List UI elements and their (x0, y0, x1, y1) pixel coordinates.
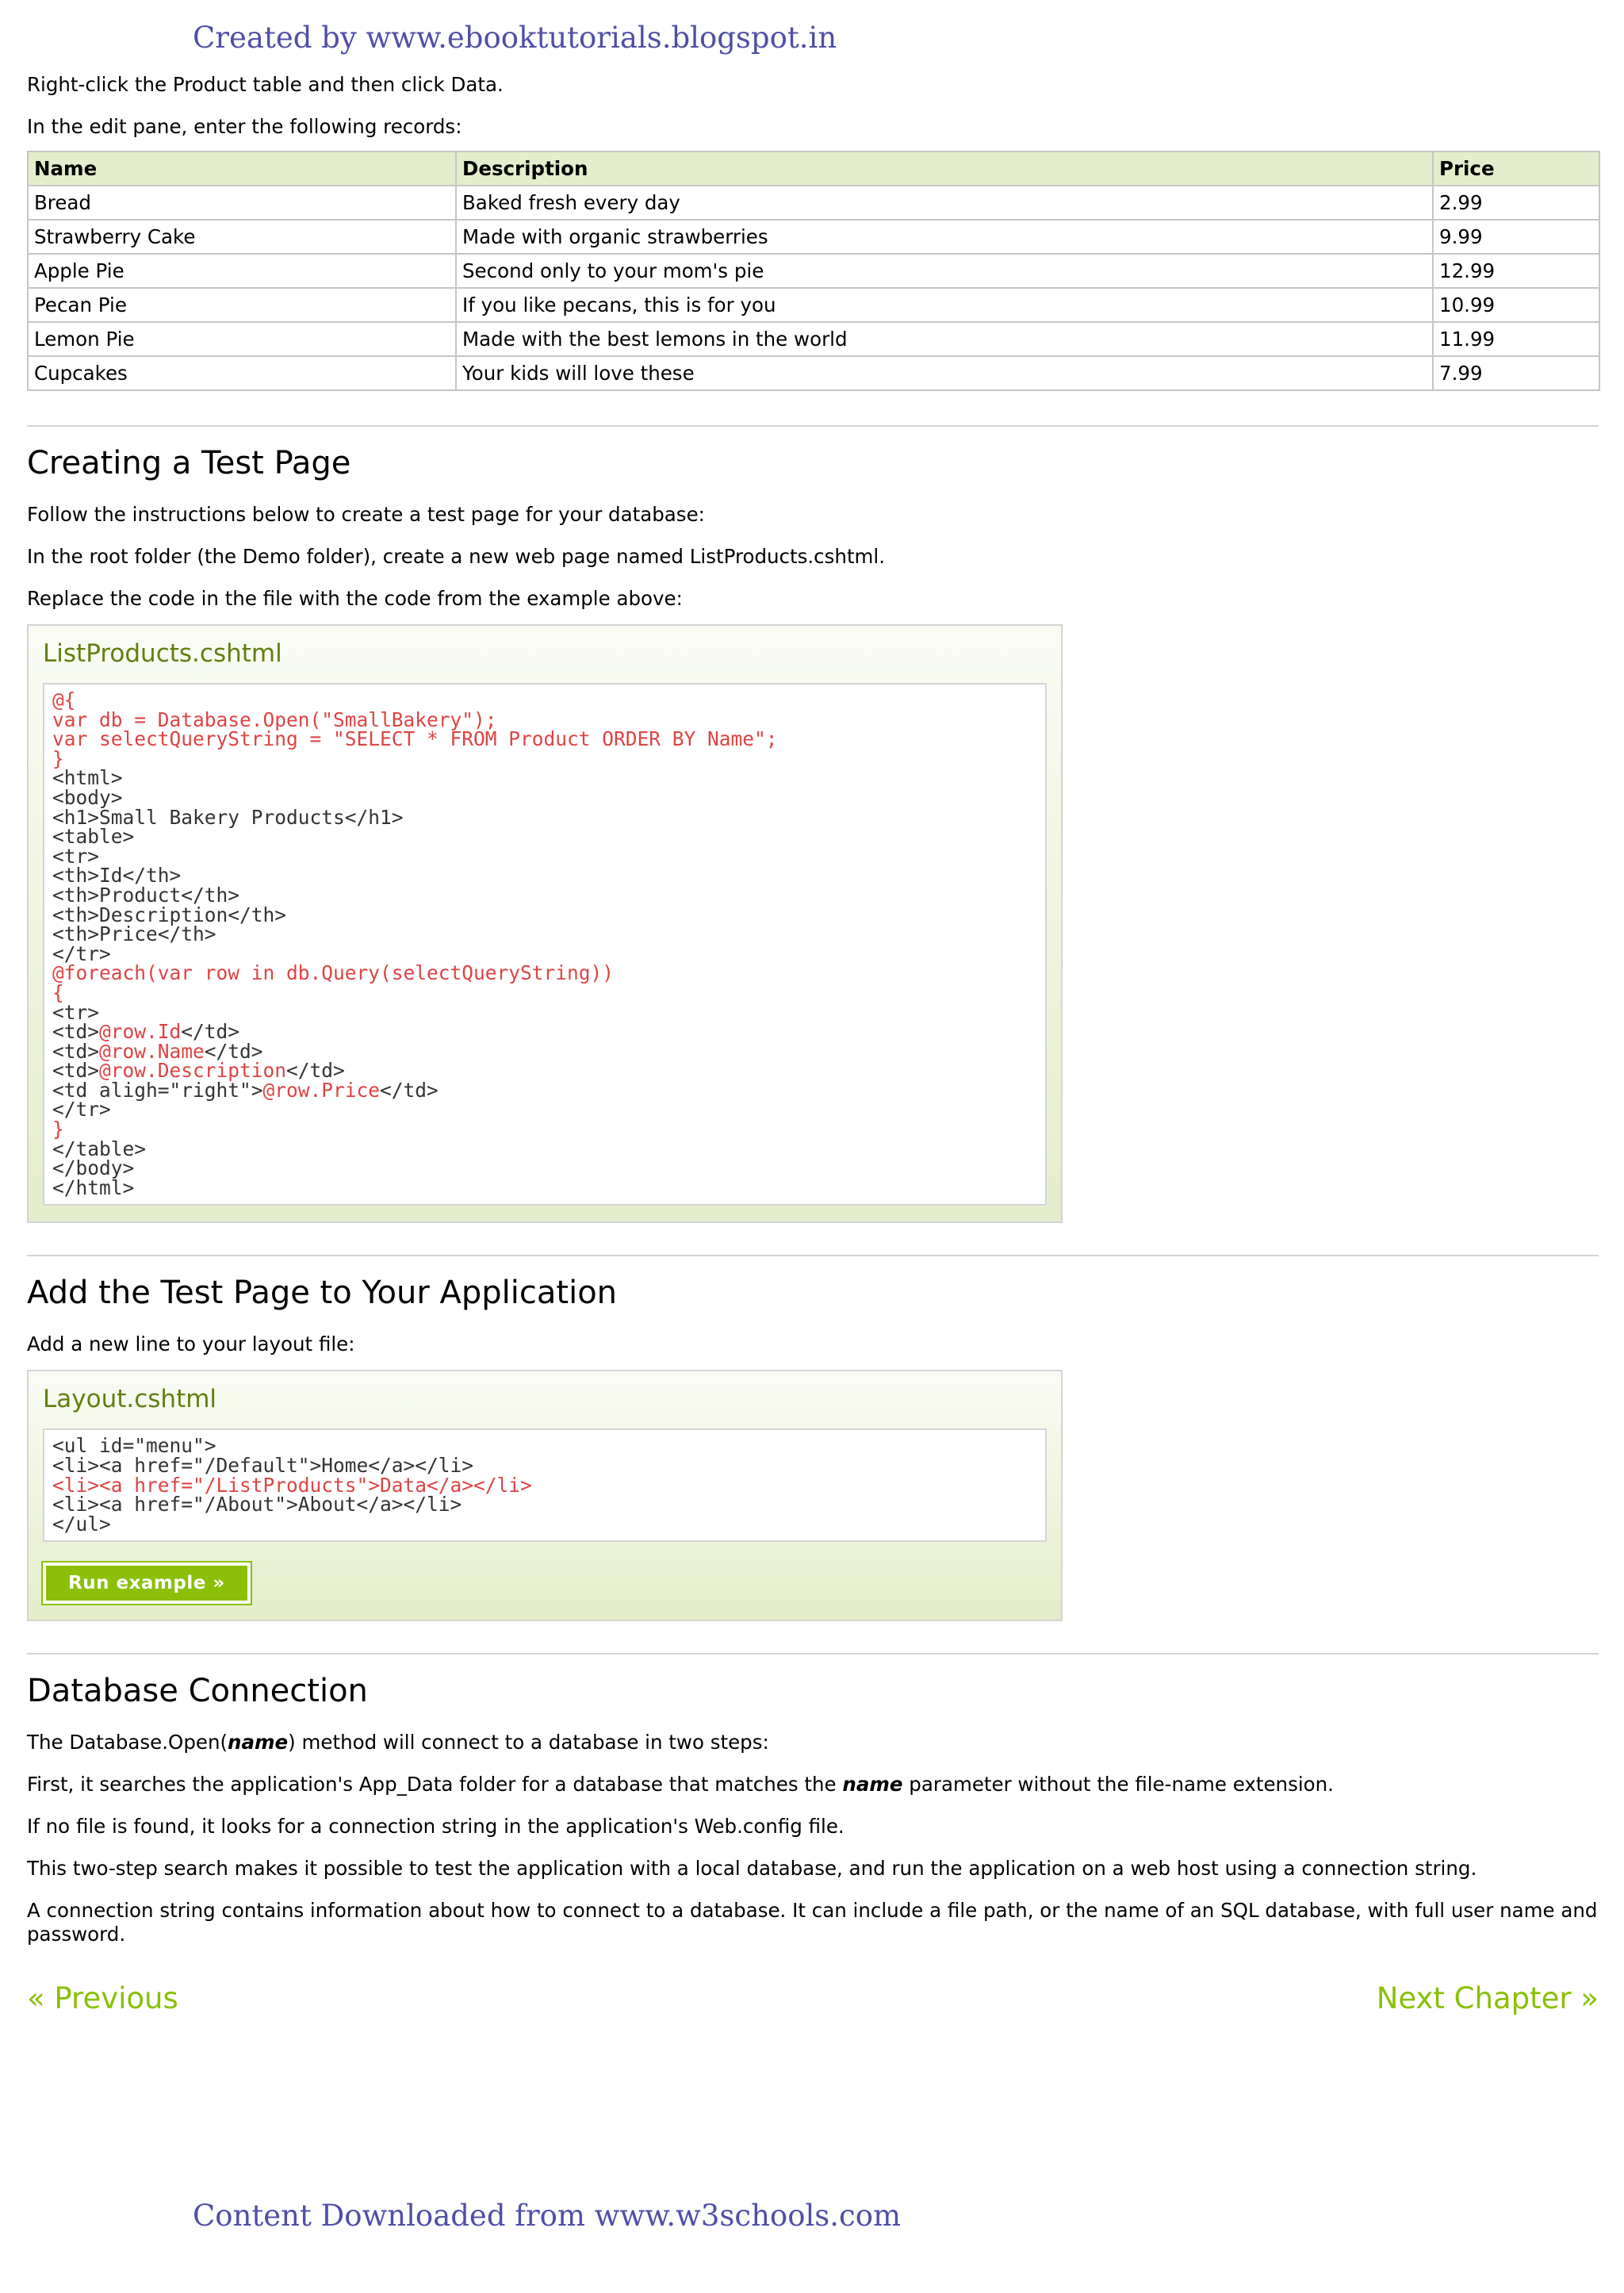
test-page-text-2: In the root folder (the Demo folder), create a new web page named ListProducts.cshtml. (27, 545, 886, 568)
code-token: </td> (181, 1020, 240, 1044)
example-title: Layout.cshtml (43, 1385, 217, 1414)
next-chapter-link[interactable]: Next Chapter » (1376, 1981, 1599, 2016)
db-text-2 (27, 1773, 1599, 1796)
example-layout (27, 1370, 1063, 1621)
db-text-5: A connection string contains information about how to connect to a database. It can include a file path, or the name of an SQL database, with full user name and password. (27, 1899, 1598, 1946)
db-text-3: If no file is found, it looks for a connection string in the application's Web.config file. (27, 1815, 845, 1839)
chapter-nav (27, 1981, 1599, 2029)
code-line: <ul id="menu"> (52, 1434, 216, 1458)
code-line: @{ (52, 688, 76, 711)
table-row (28, 322, 1599, 356)
add-page-text: Add a new line to your layout file: (27, 1332, 355, 1356)
code-token: <td> (52, 1020, 100, 1044)
table-row (28, 220, 1599, 254)
previous-link[interactable]: « Previous (27, 1981, 178, 2016)
db-text-4: This two-step search makes it possible to test the application with a local database, and run the application on a web host using a connection string. (27, 1857, 1477, 1881)
run-example-button[interactable]: Run example » (43, 1563, 251, 1604)
code-token: <td aligh="right"> (52, 1078, 263, 1102)
code-line: <th>Description</th> (52, 903, 287, 926)
cell-description: Second only to your mom's pie (456, 254, 1433, 288)
cell-name: Apple Pie (28, 254, 456, 288)
cell-price: 2.99 (1433, 186, 1599, 220)
code-line: <th>Id</th> (52, 864, 182, 888)
test-page-text-3: Replace the code in the file with the code from the example above: (27, 587, 683, 610)
code-line: <body> (52, 785, 123, 809)
code-line: var db = Database.Open("SmallBakery"); (52, 707, 497, 731)
code-line: <tr> (52, 1000, 100, 1024)
cell-price: 11.99 (1433, 322, 1599, 356)
code-block-layout (43, 1428, 1047, 1542)
db-text-1 (27, 1731, 1599, 1754)
code-line: <th>Product</th> (52, 883, 240, 907)
code-line: <html> (52, 766, 123, 790)
cell-price: 10.99 (1433, 288, 1599, 322)
db-text-1-b: ) method will connect to a database in two steps: (288, 1731, 769, 1754)
products-table-body (28, 186, 1599, 390)
watermark-bottom: Content Downloaded from www.w3schools.com (193, 2199, 902, 2233)
db-text-1-a: The Database.Open( (27, 1731, 228, 1754)
code-line: <li><a href="/ListProducts">Data</a></li> (52, 1473, 532, 1497)
heading-add-page: Add the Test Page to Your Application (27, 1275, 618, 1312)
cell-name: Bread (28, 186, 456, 220)
code-token: @row.Description (99, 1059, 287, 1083)
code-line: <h1>Small Bakery Products</h1> (52, 805, 404, 829)
code-line: </html> (52, 1175, 135, 1199)
code-token: @row.Id (99, 1020, 182, 1044)
db-text-2-em: name (842, 1773, 903, 1796)
table-header-row (28, 151, 1599, 186)
db-text-2-a: First, it searches the application's App_Data folder for a database that matches the (27, 1773, 843, 1796)
code-line (52, 1078, 1037, 1102)
code-line: </tr> (52, 941, 111, 965)
cell-description: Made with organic strawberries (456, 220, 1433, 254)
table-row (28, 186, 1599, 220)
products-table (27, 151, 1600, 391)
cell-name: Pecan Pie (28, 288, 456, 322)
cell-description: Baked fresh every day (456, 186, 1433, 220)
cell-name: Cupcakes (28, 356, 456, 390)
code-token: </td> (380, 1078, 439, 1102)
example-title: ListProducts.cshtml (43, 639, 282, 668)
table-row (28, 288, 1599, 322)
divider (27, 1255, 1599, 1256)
code-line: </table> (52, 1137, 147, 1160)
cell-price: 9.99 (1433, 220, 1599, 254)
code-line: { (52, 980, 64, 1004)
code-token: <td> (52, 1039, 100, 1063)
cell-price: 7.99 (1433, 356, 1599, 390)
code-line: <table> (52, 825, 135, 849)
code-line: </tr> (52, 1098, 111, 1122)
page-content (27, 73, 1599, 2029)
heading-db-connection: Database Connection (27, 1673, 368, 1710)
column-header-description: Description (456, 151, 1433, 186)
table-row (28, 254, 1599, 288)
code-line: </body> (52, 1156, 135, 1180)
cell-description: If you like pecans, this is for you (456, 288, 1433, 322)
db-text-2-b: parameter without the file-name extension. (902, 1773, 1334, 1796)
table-row (28, 356, 1599, 390)
db-text-1-em: name (228, 1731, 289, 1754)
code-token: <td> (52, 1059, 100, 1083)
code-block-listproducts (43, 683, 1047, 1206)
cell-description: Your kids will love these (456, 356, 1433, 390)
example-listproducts (27, 624, 1063, 1223)
divider (27, 1653, 1599, 1655)
column-header-name: Name (28, 151, 456, 186)
code-line: var selectQueryString = "SELECT * FROM Product ORDER BY Name"; (52, 727, 778, 751)
code-line: } (52, 1118, 64, 1141)
code-line: <th>Price</th> (52, 922, 216, 946)
code-token: @row.Price (262, 1078, 381, 1102)
column-header-price: Price (1433, 151, 1599, 186)
cell-name: Strawberry Cake (28, 220, 456, 254)
code-line: <li><a href="/Default">Home</a></li> (52, 1454, 474, 1478)
test-page-text-1: Follow the instructions below to create a test page for your database: (27, 503, 705, 526)
code-line: } (52, 746, 64, 770)
code-token: @row.Name (99, 1039, 205, 1063)
cell-price: 12.99 (1433, 254, 1599, 288)
code-line: </ul> (52, 1512, 111, 1536)
code-line: <li><a href="/About">About</a></li> (52, 1493, 462, 1517)
intro-text-2: In the edit pane, enter the following records: (27, 115, 462, 138)
intro-text-1: Right-click the Product table and then click Data. (27, 73, 504, 96)
cell-name: Lemon Pie (28, 322, 456, 356)
code-line: @foreach(var row in db.Query(selectQueryString)) (52, 961, 615, 985)
code-token: </td> (286, 1059, 345, 1083)
code-line: <tr> (52, 844, 100, 868)
code-token: </td> (204, 1039, 263, 1063)
heading-test-page: Creating a Test Page (27, 445, 351, 481)
watermark-top: Created by www.ebooktutorials.blogspot.in (193, 21, 837, 55)
divider (27, 425, 1599, 427)
cell-description: Made with the best lemons in the world (456, 322, 1433, 356)
